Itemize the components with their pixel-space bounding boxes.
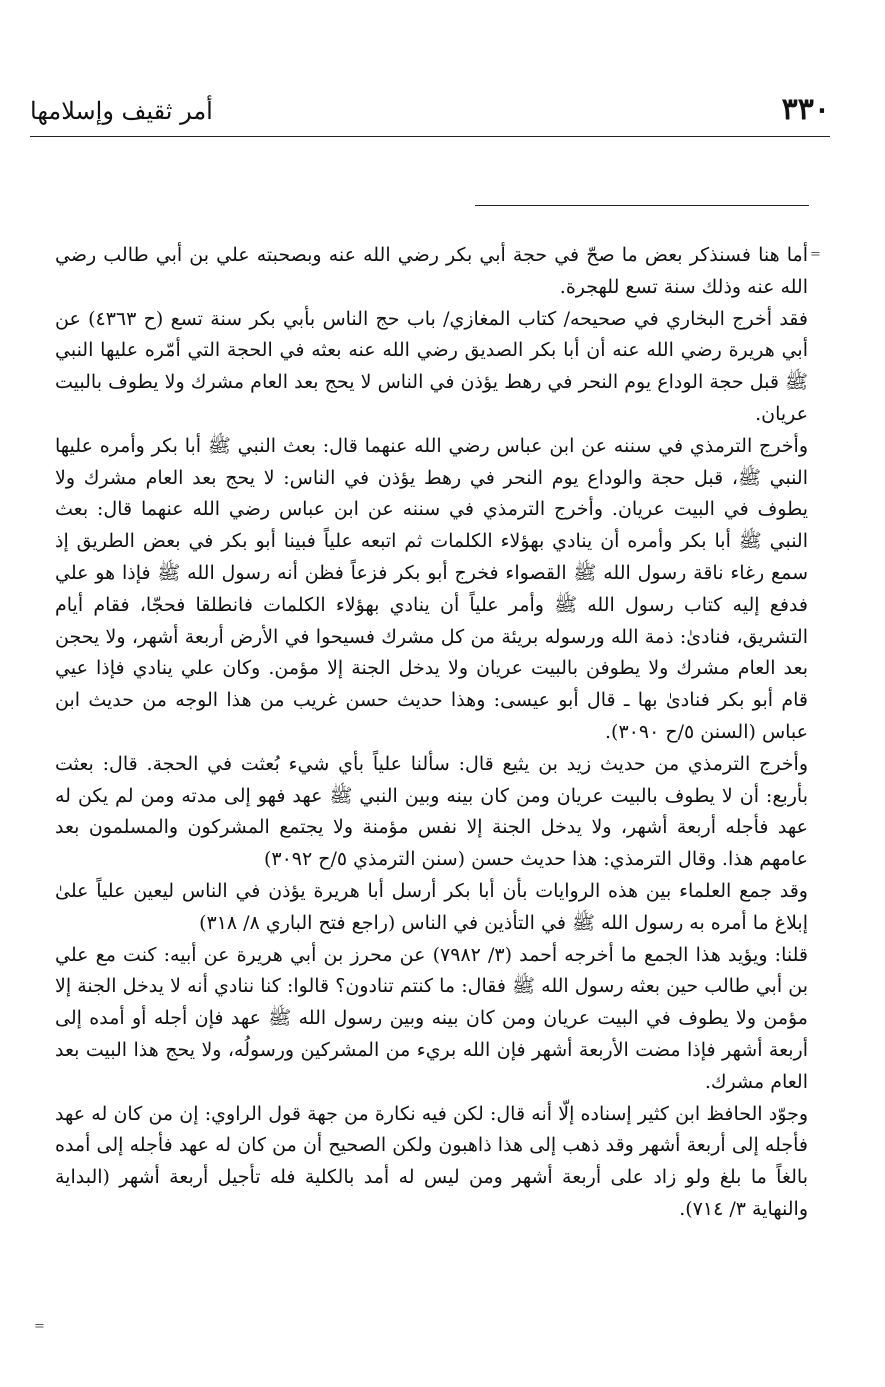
running-title: أمر ثقيف وإسلامها	[30, 97, 213, 125]
paragraph-bukhari: فقد أخرج البخاري في صحيحه/ كتاب المغازي/ باب حج الناس بأبي بكر سنة تسع (ح ٤٣٦٣) عن أبي هريرة رضي الله عنه أن أبا بكر الصديق رضي الله عنه بعثه في الحجة التي أمّره عليها النبي ﷺ قبل حجة الوداع يوم النحر في رهط يؤذن في الناس لا يحج بعد العام مشرك ولا يطوف بالبيت عريان.	[55, 307, 808, 425]
header-rule	[30, 136, 830, 137]
page-header	[30, 92, 830, 136]
footnote-separator	[475, 205, 809, 206]
paragraph-ibn-kathir: وجوّد الحافظ ابن كثير إسناده إلّا أنه قال: لكن فيه نكارة من جهة قول الراوي: إن من كان له عهد فأجله إلى أربعة أشهر وقد ذهب إلى هذا ذاهبون ولكن الصحيح أن من كان له عهد فأجله إلى أمده بالغاً ما بلغ ولو زاد على أربعة أشهر ومن ليس له أمد بالكلية فله تأجيل أربعة أشهر (البداية والنهاية ٣/ ٧١٤).	[55, 1102, 808, 1220]
paragraph-ahmad: قلنا: ويؤيد هذا الجمع ما أخرجه أحمد (٣/ ٧٩٨٢) عن محرز بن أبي هريرة عن أبيه: كنت مع علي بن أبي طالب حين بعثه رسول الله ﷺ فقال: ما كنتم تنادون؟ قالوا: كنا ننادي أنه لا يدخل الجنة إلا مؤمن ولا يطوف في البيت عريان ومن كان بينه وبين رسول الله ﷺ عهد فإن أجله أو أمده إلى أربعة أشهر فإذا مضت الأربعة أشهر فإن الله بريء من المشركين ورسولُه، ولا يحج هذا البيت بعد العام مشرك.	[55, 943, 808, 1093]
paragraph-intro: أما هنا فسنذكر بعض ما صحّ في حجة أبي بكر رضي الله عنه وبصحبته علي بن أبي طالب رضي الله عنه وذلك سنة تسع للهجرة.	[55, 244, 808, 298]
continuation-mark-bottom: =	[34, 1319, 45, 1334]
page-number: ٣٣٠	[781, 92, 830, 127]
paragraph-scholars-reconciliation: وقد جمع العلماء بين هذه الروايات بأن أبا بكر أرسل أبا هريرة يؤذن في الناس ليعين علياً علىٰ إبلاغ ما أمره به رسول الله ﷺ في التأذين في الناس (راجع فتح الباري ٨/ ٣١٨)	[55, 879, 808, 934]
paragraph-tirmidhi-ibn-abbas: وأخرج الترمذي في سننه عن ابن عباس رضي الله عنهما قال: بعث النبي ﷺ أبا بكر وأمره عليها النبي ﷺ، قبل حجة والوداع يوم النحر في رهط يؤذن في الناس: لا يحج بعد العام مشرك ولا يطوف في البيت عريان. وأخرج الترمذي في سننه عن ابن عباس رضي الله عنهما قال: بعث النبي ﷺ أبا بكر وأمره أن ينادي بهؤلاء الكلمات ثم اتبعه علياً فبينا أبو بكر في بعض الطريق إذ سمع رغاء ناقة رسول الله ﷺ القصواء فخرج أبو بكر فزعاً فظن أنه رسول الله ﷺ فإذا هو علي فدفع إليه كتاب رسول الله ﷺ وأمر علياً أن ينادي بهؤلاء الكلمات فانطلقا فحجّا، فقام أيام التشريق، فنادىٰ: ذمة الله ورسوله بريئة من كل مشرك فسيحوا في الأرض أربعة أشهر، ولا يحجن بعد العام مشرك ولا يطوفن بالبيت عريان ولا يدخل الجنة إلا مؤمن. وكان علي ينادي فإذا عيي قام أبو بكر فنادىٰ بها ـ قال أبو عيسى: وهذا حديث حسن غريب من هذا الوجه من حديث ابن عباس (السنن ٥/ح ٣٠٩٠).	[55, 434, 808, 743]
paragraph-tirmidhi-zaid: وأخرج الترمذي من حديث زيد بن يثيع قال: سألنا علياً بأي شيء بُعثت في الحجة. قال: بعثت بأربع: أن لا يطوف بالبيت عريان ومن كان بينه وبين النبي ﷺ عهد فهو إلى مدته ومن لم يكن له عهد فأجله أربعة أشهر، ولا يدخل الجنة إلا نفس مؤمنة ولا يجتمع المشركون والمسلمون بعد عامهم هذا. وقال الترمذي: هذا حديث حسن (سنن الترمذي ٥/ح ٣٠٩٢)	[55, 752, 808, 871]
footnote-body	[55, 240, 808, 1226]
continuation-mark: =	[810, 247, 821, 262]
